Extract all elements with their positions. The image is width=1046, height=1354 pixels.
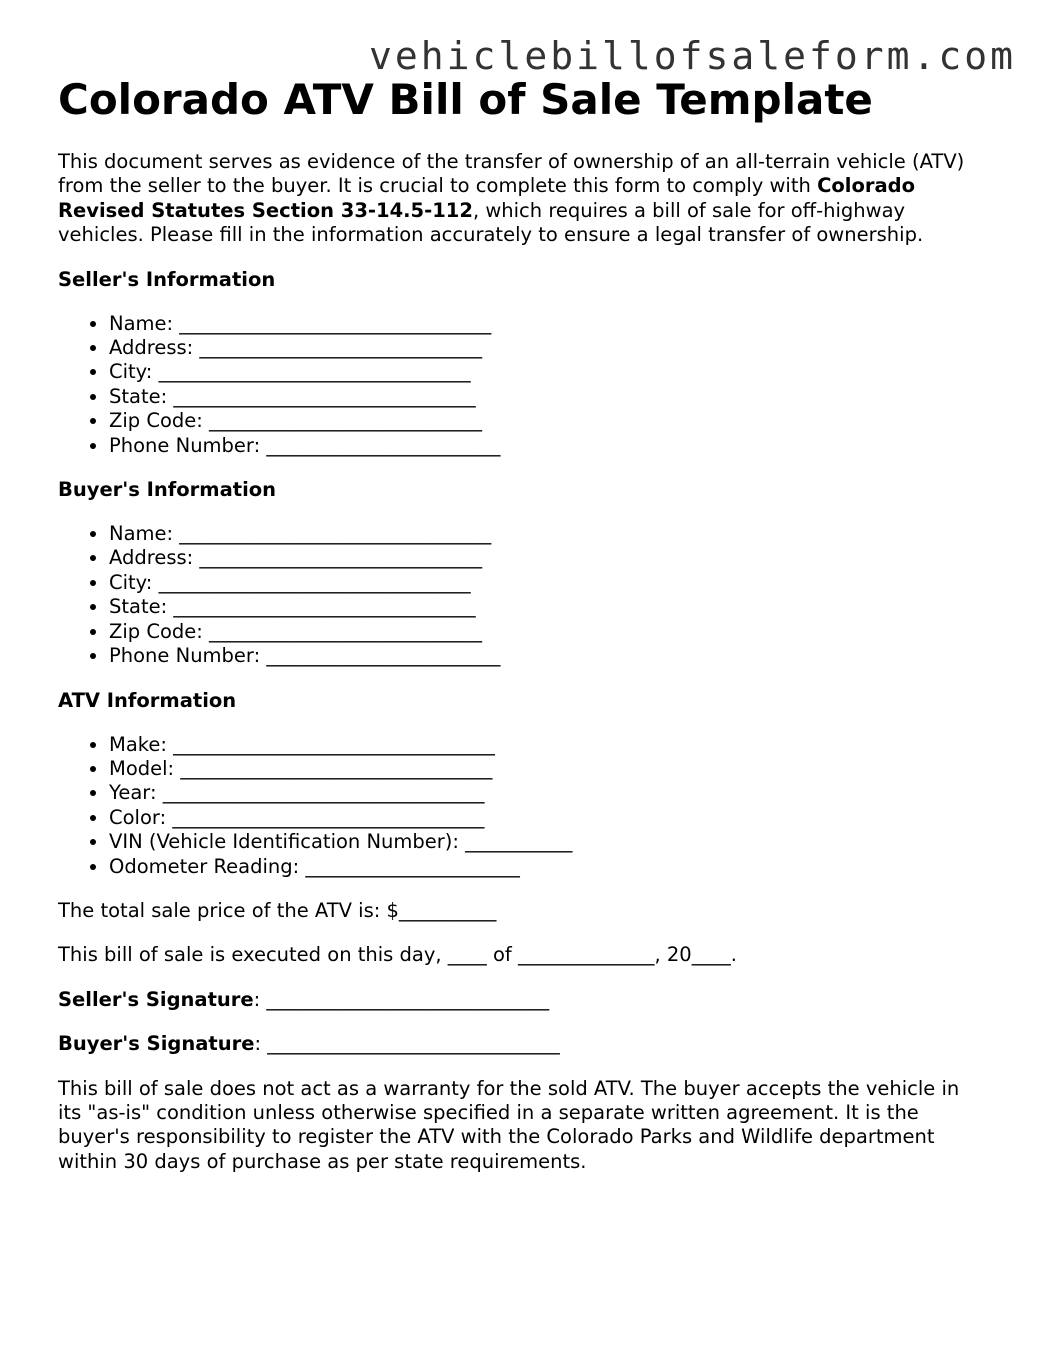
intro-text-1: This document serves as evidence of the transfer of ownership of an all-terrain vehicle (ATV) from the seller to the buyer. It is crucial to complete this form to comply with [58,150,965,198]
execution-date-line: This bill of sale is executed on this day, ____ of ______________, 20____. [58,943,737,967]
document-page [58,76,988,1174]
seller-signature-blank: : _____________________________ [253,987,550,1011]
atv-fields-list [58,733,988,879]
buyer-signature-label: Buyer's Signature [58,1032,255,1056]
buyer-city-field: • City: ________________________________ [109,571,988,595]
seller-zip-field: • Zip Code: ____________________________ [109,409,988,433]
atv-model-field: • Model: ________________________________ [109,757,988,781]
seller-city-field: • City: ________________________________ [109,360,988,384]
seller-phone-field: • Phone Number: ________________________ [109,434,988,458]
seller-heading: Seller's Information [58,267,276,291]
buyer-heading: Buyer's Information [58,478,277,502]
buyer-signature-blank: : ______________________________ [254,1032,560,1056]
atv-odometer-field: • Odometer Reading: ______________________ [109,855,988,879]
intro-paragraph [58,150,988,248]
seller-address-field: • Address: _____________________________ [109,336,988,360]
intro-text-2: , which requires a bill of sale for off-highway vehicles. Please fill in the information accurately to ensure a legal transfer of ownership. [58,198,924,247]
statute-reference: Colorado Revised Statutes Section 33-14.5-112 [58,174,915,222]
seller-fields-list [58,312,988,458]
buyer-zip-field: • Zip Code: ____________________________ [109,620,988,644]
buyer-address-field: • Address: _____________________________ [109,546,988,570]
seller-name-field: • Name: ________________________________ [109,312,988,336]
seller-state-field: • State: _______________________________ [109,385,988,409]
buyer-name-field: • Name: ________________________________ [109,522,988,546]
seller-signature-line [58,988,988,1012]
buyer-fields-list [58,522,988,668]
atv-vin-field: • VIN (Vehicle Identification Number): ___________ [109,830,988,854]
buyer-state-field: • State: _______________________________ [109,595,988,619]
buyer-signature-line [58,1032,988,1056]
buyer-phone-field: • Phone Number: ________________________ [109,644,988,668]
seller-signature-label: Seller's Signature [58,987,254,1011]
page-title: Colorado ATV Bill of Sale Template [58,75,873,124]
atv-year-field: • Year: _________________________________ [109,781,988,805]
atv-color-field: • Color: ________________________________ [109,806,988,830]
disclaimer-paragraph: This bill of sale does not act as a warranty for the sold ATV. The buyer accepts the vehicle in its "as-is" condition unless otherwise specified in a separate written agreement. It is the buyer's responsibility to register the ATV with the Colorado Parks and Wildlife department within 30 days of purchase as per state requirements. [58,1076,960,1173]
site-watermark: vehiclebillofsaleform.com [369,34,1016,78]
atv-make-field: • Make: _________________________________ [109,733,988,757]
sale-price-line: The total sale price of the ATV is: $__________ [58,898,497,922]
atv-heading: ATV Information [58,688,237,712]
